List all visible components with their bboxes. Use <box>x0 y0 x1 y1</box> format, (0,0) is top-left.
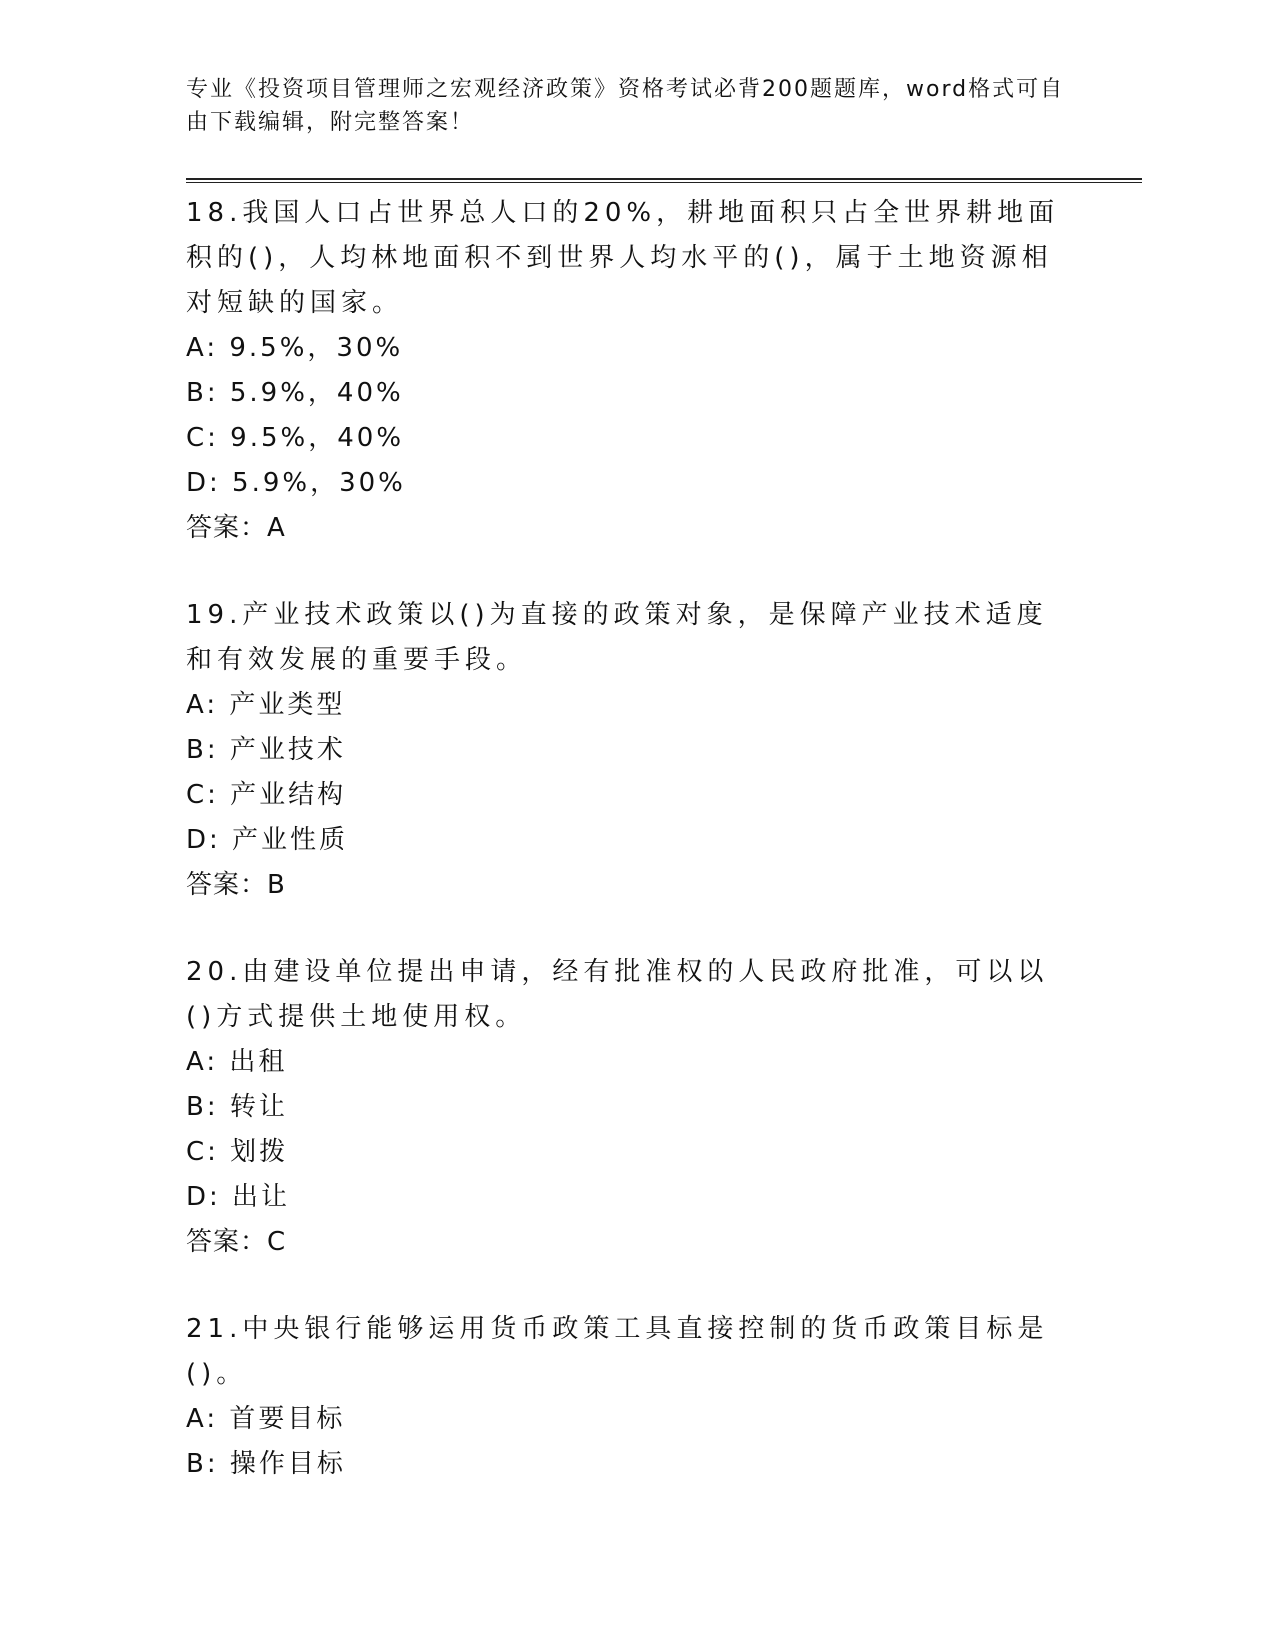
question-20 <box>186 950 1066 1265</box>
option-a: A: 9.5%，30% <box>186 333 404 363</box>
answer-line: 答案：B <box>186 870 286 900</box>
question-stem: 20.由建设单位提出申请，经有批准权的人民政府批准，可以以()方式提供土地使用权。 <box>186 957 1049 1032</box>
header-divider <box>186 178 1142 183</box>
question-list <box>186 191 1066 1529</box>
option-b: B: 转让 <box>186 1092 288 1122</box>
question-19 <box>186 593 1066 908</box>
option-a: A: 产业类型 <box>186 690 346 720</box>
option-b: B: 操作目标 <box>186 1449 346 1479</box>
question-21 <box>186 1307 1066 1487</box>
answer-line: 答案：A <box>186 513 286 543</box>
question-stem: 18.我国人口占世界总人口的20%，耕地面积只占全世界耕地面积的()，人均林地面积不到世界人均水平的()，属于土地资源相对短缺的国家。 <box>186 198 1060 318</box>
option-c: C: 划拨 <box>186 1137 289 1167</box>
option-a: A: 首要目标 <box>186 1404 346 1434</box>
option-c: C: 9.5%，40% <box>186 423 405 453</box>
question-18 <box>186 191 1066 551</box>
option-a: A: 出租 <box>186 1047 288 1077</box>
document-header: 专业《投资项目管理师之宏观经济政策》资格考试必背200题题库，word格式可自由下载编辑，附完整答案！ <box>186 77 1065 135</box>
question-stem: 19.产业技术政策以()为直接的政策对象，是保障产业技术适度和有效发展的重要手段。 <box>186 600 1048 675</box>
answer-line: 答案：C <box>186 1227 287 1257</box>
option-c: C: 产业结构 <box>186 780 347 810</box>
question-stem: 21.中央银行能够运用货币政策工具直接控制的货币政策目标是()。 <box>186 1314 1049 1389</box>
option-d: D: 出让 <box>186 1182 291 1212</box>
option-b: B: 5.9%，40% <box>186 378 404 408</box>
option-d: D: 产业性质 <box>186 825 349 855</box>
option-b: B: 产业技术 <box>186 735 346 765</box>
option-d: D: 5.9%，30% <box>186 468 406 498</box>
